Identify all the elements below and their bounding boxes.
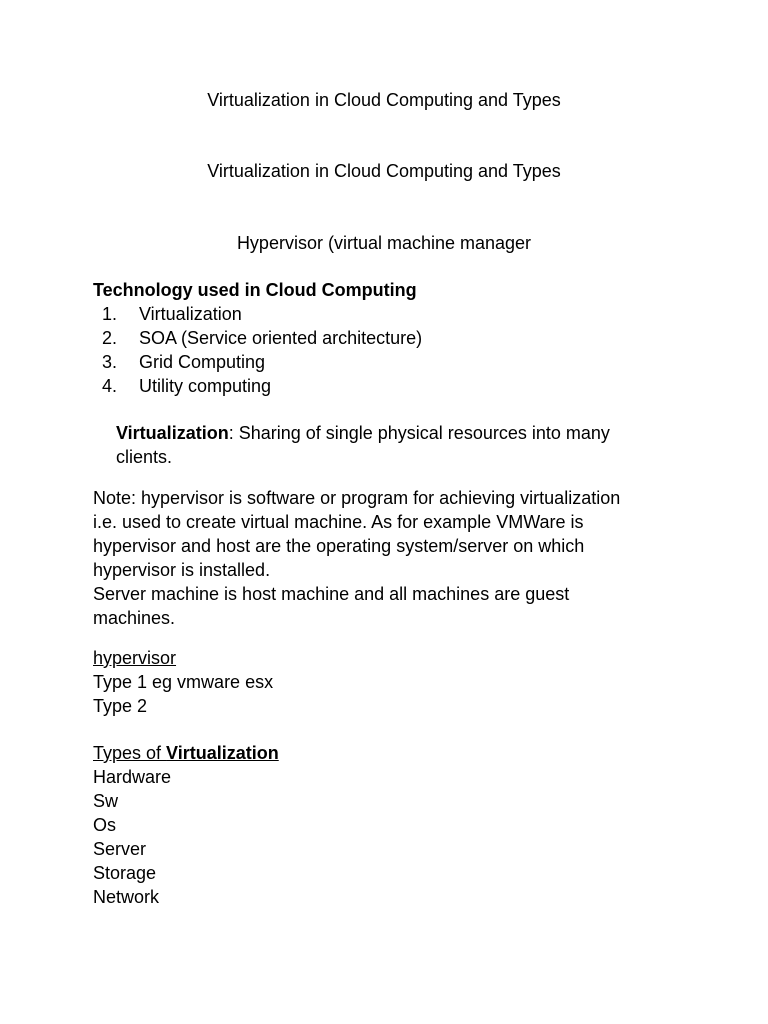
hypervisor-type-line: Type 1 eg vmware esx [93,672,274,692]
list-number: 3. [102,352,118,372]
list-item: Server [93,839,147,859]
list-text: Grid Computing [139,352,266,372]
list-text: Virtualization [139,304,242,324]
hypervisor-heading: hypervisor [93,648,177,668]
technology-heading: Technology used in Cloud Computing [93,280,417,300]
hypervisor-section [93,646,273,718]
definition-line-2: clients. [116,447,173,467]
list-text: SOA (Service oriented architecture) [139,328,423,348]
hypervisor-type-line: Type 2 [93,696,148,716]
list-number: 4. [102,376,118,396]
list-text: Utility computing [139,376,272,396]
note-line: hypervisor is installed. [93,560,271,580]
page-title-2: Virtualization in Cloud Computing and Types [207,161,561,181]
list-number: 1. [102,304,118,324]
note-line: i.e. used to create virtual machine. As for example VMWare is [93,512,584,532]
page-title-1: Virtualization in Cloud Computing and Types [207,90,561,110]
list-item [102,350,422,374]
virtualization-definition [116,421,610,469]
types-heading-bold: Virtualization [166,743,279,763]
note-paragraph [93,486,620,630]
list-item [102,302,422,326]
note-line: Server machine is host machine and all machines are guest [93,584,570,604]
list-item: Network [93,887,160,907]
note-line: hypervisor and host are the operating system/server on which [93,536,585,556]
list-item: Os [93,815,117,835]
definition-text: : Sharing of single physical resources into many [228,423,610,443]
types-heading-prefix: Types of [93,743,167,763]
list-item: Sw [93,791,119,811]
types-heading [93,741,279,765]
technology-list [102,302,422,398]
list-number: 2. [102,328,118,348]
list-item [102,326,422,350]
definition-term: Virtualization [116,423,229,443]
list-item [102,374,422,398]
hypervisor-title: Hypervisor (virtual machine manager [236,233,532,253]
note-line: Note: hypervisor is software or program for achieving virtualization [93,488,621,508]
note-line: machines. [93,608,176,628]
list-item: Storage [93,863,157,883]
definition-line [116,421,610,445]
types-section [93,741,279,909]
list-item: Hardware [93,767,172,787]
